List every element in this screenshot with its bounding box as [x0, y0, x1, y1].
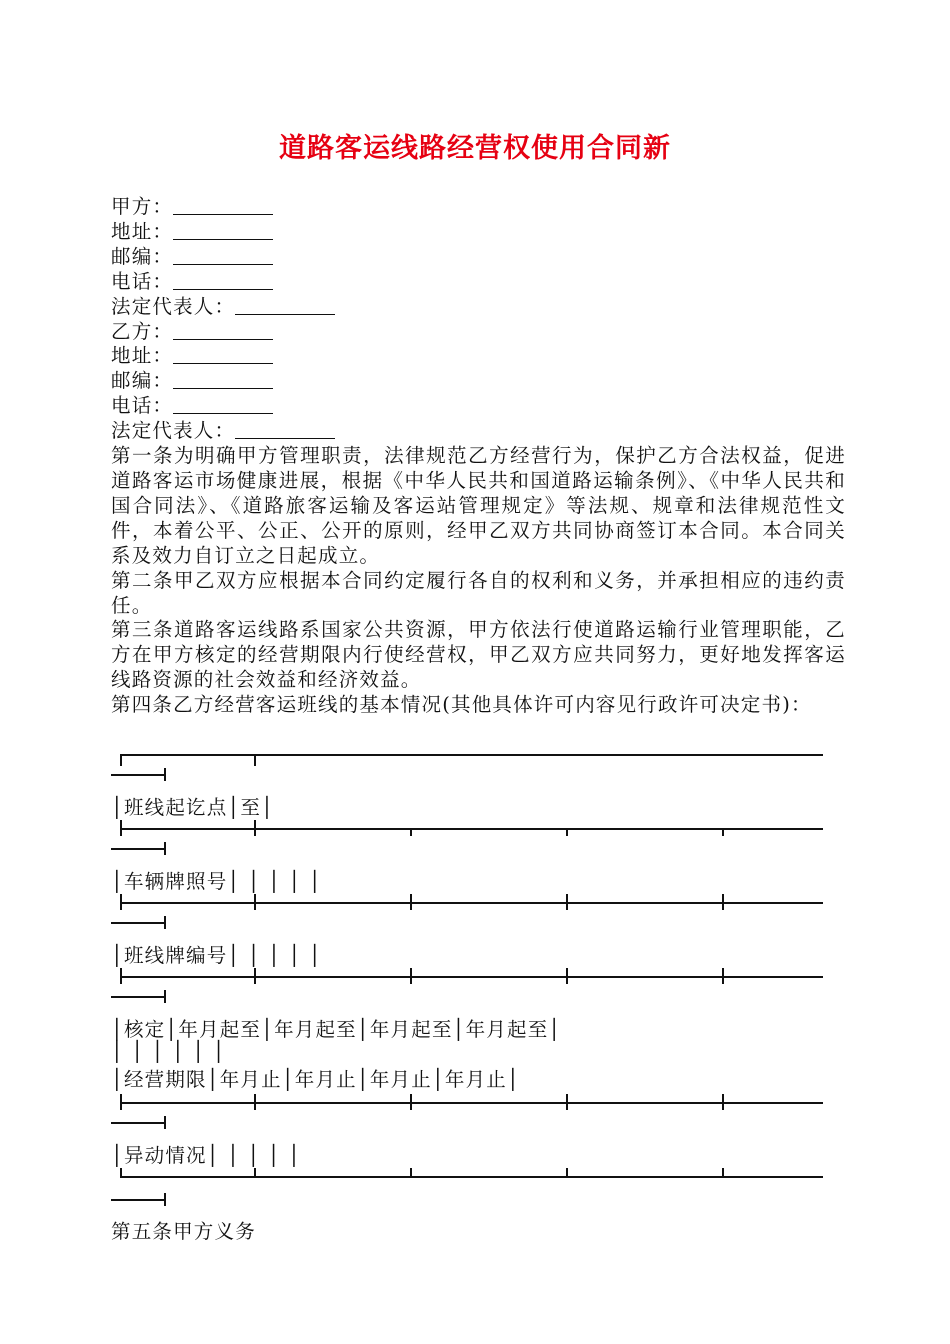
table-rule [164, 768, 166, 781]
table-rule [566, 1168, 568, 1177]
cell-until-2: 年月止 [294, 1068, 357, 1091]
party-a-address-line [111, 220, 846, 245]
cell-until-4: 年月止 [444, 1068, 508, 1091]
cell-route-to: 至 [240, 796, 262, 819]
table-rule [722, 894, 724, 910]
cell-approved: 核定 [123, 1018, 166, 1041]
table-row-period: │经营期限│年月止│年月止│年月止│年月止│ [111, 1068, 520, 1091]
cell-from-4: 年月起至 [465, 1018, 549, 1041]
party-b-address-blank[interactable] [173, 345, 273, 364]
table-rule [164, 1193, 166, 1206]
party-a-rep-blank[interactable] [235, 296, 335, 315]
party-b-rep-blank[interactable] [235, 420, 335, 439]
party-b-rep-label: 法定代表人： [111, 419, 236, 443]
table-rule [164, 990, 166, 1003]
party-a-rep-line [111, 295, 846, 320]
cell-from-2: 年月起至 [274, 1018, 357, 1041]
table-row-line-card: │班线牌编号│ │ │ │ │ [111, 944, 322, 967]
party-b-address-label: 地址： [111, 344, 174, 368]
cell-route-points: 班线起讫点 [123, 796, 228, 819]
party-b-name-line [111, 320, 846, 345]
table-rule [111, 774, 165, 776]
table-row-approved: │核定│年月起至│年月起至│年月起至│年月起至│ [111, 1018, 562, 1041]
table-rule [410, 1168, 412, 1177]
table-rule [566, 1094, 568, 1110]
table-rule [164, 842, 166, 855]
table-rule [111, 996, 165, 998]
table-rule [566, 968, 568, 984]
table-rule [254, 1094, 256, 1110]
table-rule [164, 1116, 166, 1129]
party-a-postcode-line [111, 245, 846, 270]
table-rule [722, 828, 724, 836]
table-row-changes: │异动情况│ │ │ │ │ [111, 1144, 302, 1167]
party-a-postcode-blank[interactable] [173, 246, 273, 265]
party-a-name-line [111, 195, 846, 220]
party-a-rep-label: 法定代表人： [111, 294, 236, 318]
table-rule [254, 1168, 256, 1177]
party-a-postcode-label: 邮编： [111, 244, 174, 268]
document-title: 道路客运线路经营权使用合同新 [279, 133, 671, 164]
table-rule [254, 754, 256, 766]
table-rule [120, 820, 122, 836]
cell-line-card-number: 班线牌编号 [123, 944, 228, 967]
cell-changes: 异动情况 [123, 1144, 207, 1167]
table-rule [722, 1094, 724, 1110]
article-3: 第三条道路客运线路系国家公共资源，甲方依法行使道路运输行业管理职能，乙方在甲方核定的经营期限内行使经营权，甲乙双方应共同努力，更好地发挥客运线路资源的社会效益和经济效益。 [111, 618, 846, 692]
party-b-postcode-label: 邮编： [111, 369, 174, 393]
party-a-phone-blank[interactable] [173, 271, 273, 290]
article-5-heading: 第五条甲方义务 [111, 1220, 256, 1243]
table-rule [120, 828, 823, 830]
route-info-table [111, 744, 831, 1214]
table-rule [111, 922, 165, 924]
table-rule [254, 820, 256, 836]
table-row-route: │班线起讫点│至│ [111, 796, 275, 819]
cell-plate-number: 车辆牌照号 [123, 870, 228, 893]
party-b-phone-blank[interactable] [173, 395, 273, 414]
table-rule [410, 894, 412, 910]
contract-body [111, 195, 846, 718]
party-b-rep-line [111, 419, 846, 444]
table-rule [111, 1122, 165, 1124]
party-a-name-label: 甲方： [111, 195, 174, 218]
cell-until-1: 年月止 [219, 1068, 282, 1091]
article-4: 第四条乙方经营客运班线的基本情况(其他具体许可内容见行政许可决定书)： [111, 693, 812, 717]
cell-from-1: 年月起至 [178, 1018, 262, 1041]
party-b-address-line [111, 344, 846, 369]
table-rule [111, 848, 165, 850]
table-rule [120, 1102, 823, 1104]
party-a-phone-label: 电话： [111, 269, 174, 293]
table-rule [120, 894, 122, 910]
cell-from-3: 年月起至 [369, 1018, 453, 1041]
table-rule [120, 1176, 823, 1178]
table-rule [722, 1168, 724, 1177]
table-rule [566, 828, 568, 836]
table-rule [722, 968, 724, 984]
article-1: 第一条为明确甲方管理职责，法律规范乙方经营行为，保护乙方合法权益，促进道路客运市场健康进展，根据《中华人民共和国道路运输条例》、《中华人民共和国合同法》、《道路旅客运输及客运站管理规定》等法规、规章和法律规范性文件，本着公平、公正、公开的原则，经甲乙双方共同协商签订本合同。本合同关系及效力自订立之日起成立。 [111, 444, 846, 567]
table-rule [254, 968, 256, 984]
party-b-phone-line [111, 394, 846, 419]
table-rule [120, 754, 122, 766]
table-row-blank: │ │ │ │ │ │ [111, 1040, 226, 1063]
party-a-address-blank[interactable] [173, 221, 273, 240]
party-b-postcode-blank[interactable] [173, 370, 273, 389]
table-rule [410, 1094, 412, 1110]
party-b-name-label: 乙方： [111, 319, 174, 343]
article-2: 第二条甲乙双方应根据本合同约定履行各自的权利和义务，并承担相应的违约责任。 [111, 568, 846, 617]
table-rule [120, 968, 122, 984]
party-a-name-blank[interactable] [173, 196, 273, 215]
table-rule [164, 916, 166, 929]
table-rule [111, 1199, 165, 1201]
table-rule [120, 902, 823, 904]
table-rule [254, 894, 256, 910]
cell-operation-period: 经营期限 [123, 1068, 207, 1091]
table-row-plate: │车辆牌照号│ │ │ │ │ [111, 870, 322, 893]
table-rule [410, 828, 412, 836]
cell-until-3: 年月止 [369, 1068, 432, 1091]
party-b-phone-label: 电话： [111, 394, 174, 418]
table-rule [120, 1094, 122, 1110]
table-rule [120, 1168, 122, 1177]
table-rule [120, 754, 823, 756]
party-b-name-blank[interactable] [173, 321, 273, 340]
party-a-address-label: 地址： [111, 219, 174, 243]
table-rule [410, 968, 412, 984]
table-rule [120, 976, 823, 978]
party-a-phone-line [111, 270, 846, 295]
table-rule [566, 894, 568, 910]
party-b-postcode-line [111, 369, 846, 394]
